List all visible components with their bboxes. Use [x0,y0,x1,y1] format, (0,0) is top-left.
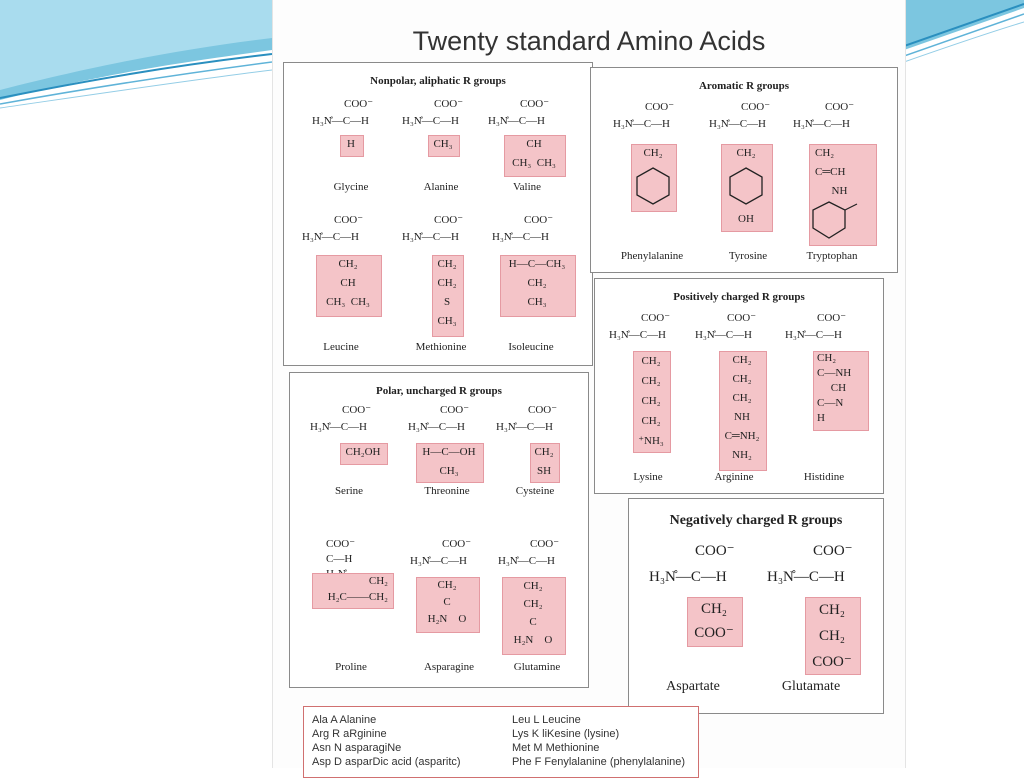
backbone: H₃N̊—C—H [488,115,546,127]
carboxylate: COO⁻ [825,101,855,113]
r-group: CH₂ C—NH CH C—N H [817,352,852,424]
abbreviation-item: Leu L Leucine [512,714,581,726]
backbone: H₃N̊—C—H [310,421,368,433]
abbreviations-right [512,713,685,769]
backbone: H₃N̊—C—H [695,329,753,341]
backbone: H₃N̊—C—H [402,231,460,243]
r-group: CH₂ CH₂ CH₂ CH₂ ⁺NH₃ [638,355,664,447]
carboxylate: COO⁻ [342,404,372,416]
amino-acid-name: Aspartate [666,679,720,694]
r-group: H—C—CH₃ CH₂ CH₃ [508,258,566,308]
amino-acid-name: Glutamine [513,661,561,673]
carboxylate: COO⁻ [741,101,771,113]
proline-backbone: COO⁻ C—H [326,538,356,565]
backbone: H₃N̊—C—H [408,421,466,433]
slide-background-left [0,0,272,768]
panel-negative [628,498,884,714]
backbone: H₃N̊—C—H [492,231,550,243]
amino-acid-name: Isoleucine [508,341,554,353]
r-group: CH₂ C═CH NH [815,147,848,197]
carboxylate: COO⁻ [641,312,671,324]
amino-acid-name: Threonine [424,485,470,497]
backbone: H₃N̊—C—H [709,118,767,130]
amino-acid-name: Proline [335,661,367,673]
backbone: H₃N̊—C—H [649,569,727,585]
amino-acid-name: Glutamate [781,679,841,694]
panel-title: Positively charged R groups [673,291,805,303]
abbreviations-left [312,713,461,769]
carboxylate: COO⁻ [440,404,470,416]
r-group: CH₂ [643,147,663,159]
r-group: CH₂ CH₂ COO⁻ [812,602,852,670]
panel-aromatic [590,67,898,273]
carboxylate: COO⁻ [442,538,472,550]
r-group: H [347,138,355,150]
amino-acid-name: Alanine [423,181,459,193]
amino-acid-name: Histidine [803,471,845,483]
panel-title: Nonpolar, aliphatic R groups [370,75,506,87]
carboxylate: COO⁻ [334,214,364,226]
carboxylate: COO⁻ [344,98,374,110]
backbone: H₃N̊—C—H [302,231,360,243]
backbone: H₃N̊—C—H [498,555,556,567]
benzene-ring-icon [635,166,671,206]
r-group: CH₂ CH₂ S CH₃ [437,258,457,327]
carboxylate: COO⁻ [524,214,554,226]
backbone: H₃N̊—C—H [496,421,554,433]
amino-acid-name: Arginine [714,471,754,483]
amino-acid-name: Tryptophan [806,250,858,262]
abbreviation-item: Arg R aRginine [312,728,387,740]
r-group: CH₂OH [345,446,381,458]
carboxylate: COO⁻ [645,101,675,113]
r-group: CH₂ H₂C——CH₂ [327,575,388,603]
amino-acid-name: Lysine [633,471,663,483]
r-group: CH₂ COO⁻ [694,601,734,641]
carboxylate: COO⁻ [434,214,464,226]
r-group: CH₂ C H₂N O [427,579,467,625]
amino-acid-name: Methionine [415,341,467,353]
backbone: H₃N̊—C—H [785,329,843,341]
r-group: CH₂ CH₂ CH₂ NH C═NH₂ NH₂ [724,354,760,461]
carboxylate: COO⁻ [813,543,853,559]
r-group: H—C—OH CH₃ [422,446,476,477]
r-group: CH₂ CH CH₃ CH₃ [326,258,370,308]
amino-acid-name: Valine [512,181,542,193]
amino-acid-name: Cysteine [515,485,555,497]
phenol-ring-icon [728,166,764,206]
backbone: H₃N̊—C—H [793,118,851,130]
carboxylate: COO⁻ [695,543,735,559]
amino-acid-name: Tyrosine [728,250,768,262]
abbreviation-item: Asn N asparagiNe [312,742,402,754]
abbreviation-item: Lys K liKesine (lysine) [512,728,620,740]
backbone: H₃N̊—C—H [609,329,667,341]
panel-nonpolar [283,62,593,366]
carboxylate: COO⁻ [434,98,464,110]
backbone: H₃N̊—C—H [410,555,468,567]
decorative-wave-left [0,0,272,110]
carboxylate: COO⁻ [528,404,558,416]
backbone: H₃N̊—C—H [613,118,671,130]
amino-acid-name: Phenylalanine [620,250,684,262]
amino-acid-name: Glycine [333,181,369,193]
hydroxyl: OH [738,213,754,225]
backbone: H₃N̊—C—H [402,115,460,127]
carboxylate: COO⁻ [727,312,757,324]
slide-background-right [904,0,1024,768]
r-group: CH₃ [433,138,453,150]
slide-title: Twenty standard Amino Acids [412,26,766,56]
panel-positive [594,278,884,494]
indole-ring-icon [811,198,861,242]
decorative-wave-right [904,0,1024,110]
backbone: H₃N̊—C—H [767,569,845,585]
carboxylate: COO⁻ [817,312,847,324]
carboxylate: COO⁻ [520,98,550,110]
panel-polar [289,372,589,688]
abbreviation-item: Asp D asparDic acid (asparitc) [312,756,461,768]
backbone: H₃N̊—C—H [312,115,370,127]
abbreviation-item: Ala A Alanine [312,714,377,726]
amino-acid-name: Asparagine [423,661,475,673]
amino-acid-name: Serine [334,485,364,497]
carboxylate: COO⁻ [530,538,560,550]
r-group: CH CH₃ CH₃ [512,138,556,169]
panel-title: Negatively charged R groups [669,513,843,528]
abbreviation-item: Phe F Fenylalanine (phenylalanine) [512,756,686,768]
r-group: CH₂ SH [534,446,554,477]
abbreviations-box [303,706,699,778]
abbreviation-item: Met M Methionine [512,742,600,754]
panel-title: Aromatic R groups [698,80,790,92]
panel-title: Polar, uncharged R groups [376,385,502,397]
r-group: CH₂ [736,147,756,159]
amino-acid-name: Leucine [323,341,359,353]
r-group: CH₂ CH₂ C H₂N O [513,580,553,646]
